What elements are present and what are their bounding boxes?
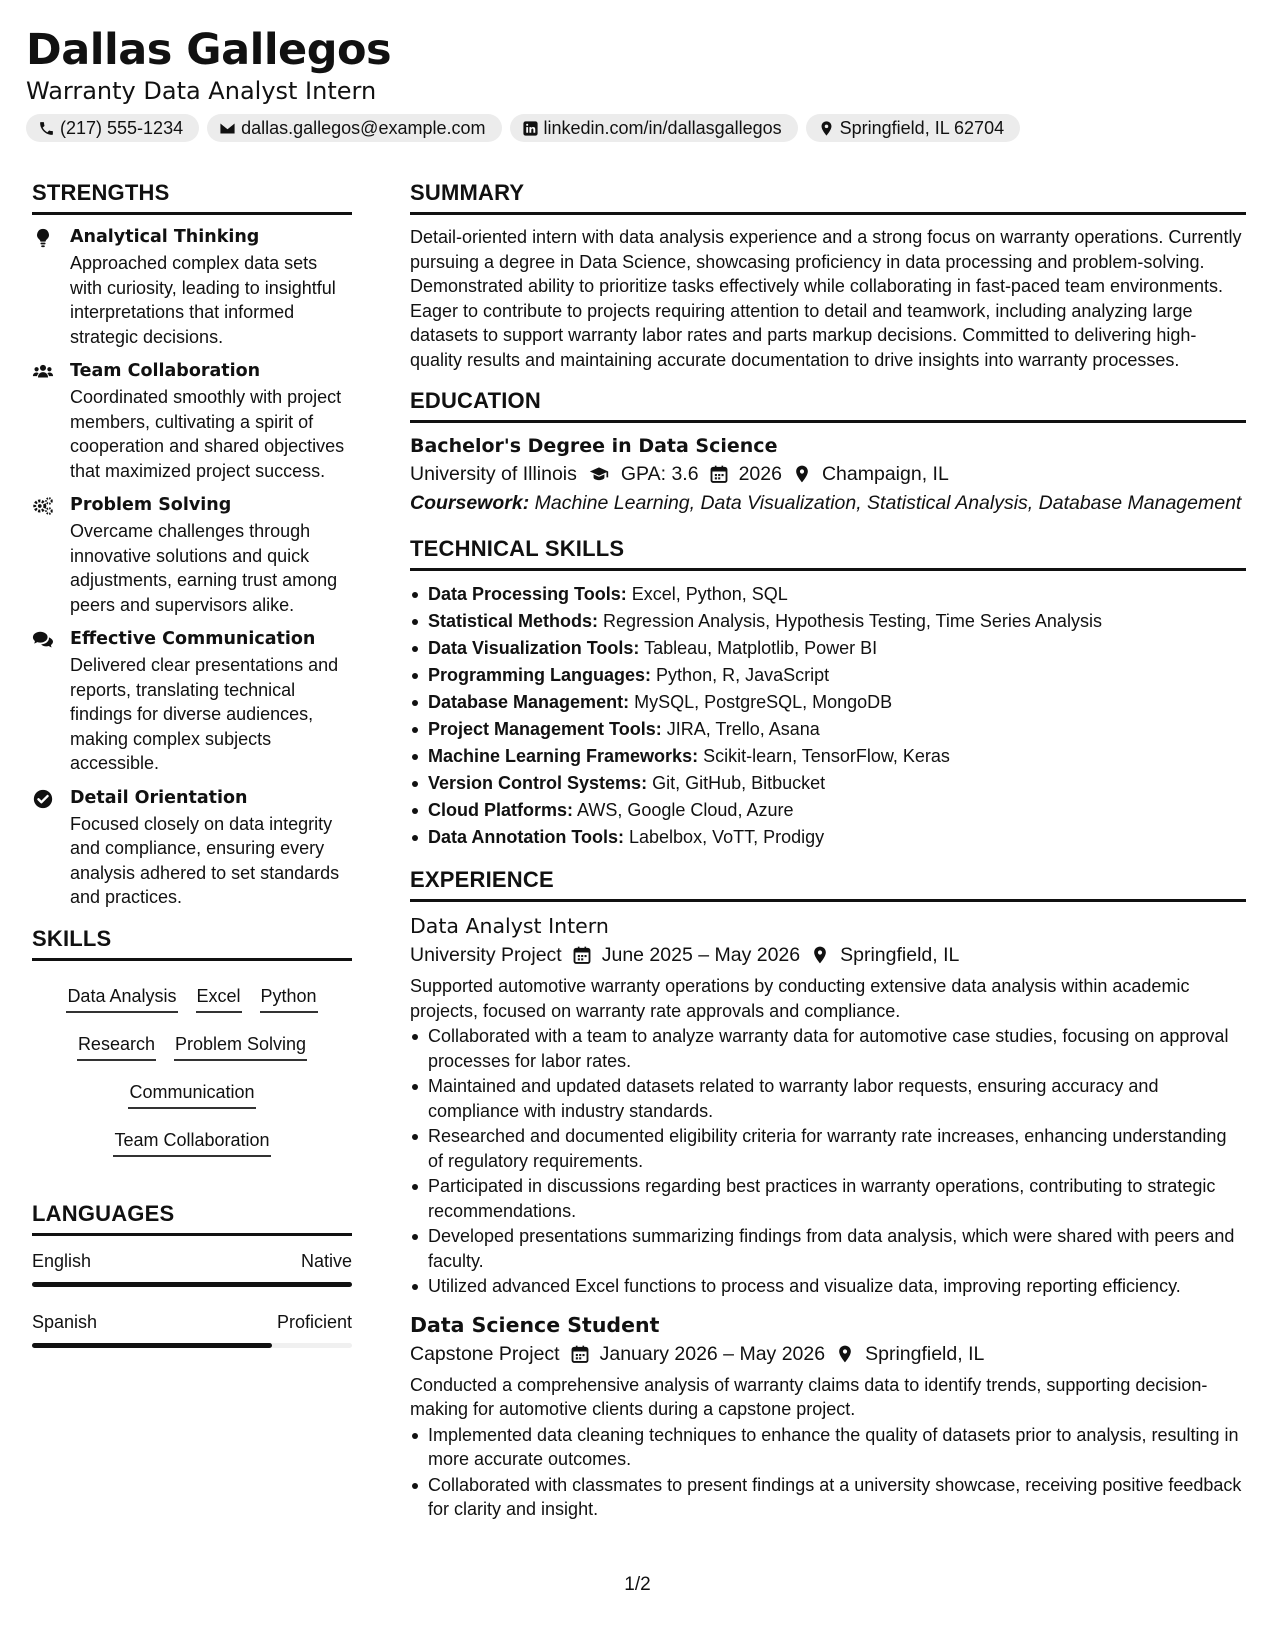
list-item: Implemented data cleaning techniques to enhance the quality of datasets prior to analysis, resulting in more accurate outcomes.	[410, 1423, 1246, 1472]
contact-location[interactable]	[806, 114, 1020, 142]
strengths-list	[32, 225, 352, 910]
strength-item	[32, 493, 352, 617]
location-text: Springfield, IL 62704	[839, 117, 1005, 138]
strength-item	[32, 627, 352, 776]
contact-linkedin[interactable]	[510, 114, 798, 142]
list-item	[410, 797, 1246, 824]
contact-phone[interactable]	[26, 114, 199, 142]
list-item: Utilized advanced Excel functions to process and visualize data, improving reporting efficiency.	[410, 1274, 1246, 1299]
strength-item	[32, 225, 352, 349]
list-item	[410, 743, 1246, 770]
job-location: Springfield, IL	[840, 944, 960, 966]
calendar-icon	[709, 464, 729, 484]
strength-description: Approached complex data sets with curiosity, leading to insightful interpretations that informed strategic decisions.	[70, 253, 336, 347]
page-number: 1/2	[624, 1574, 651, 1595]
lightbulb-icon	[32, 225, 70, 349]
strength-item	[32, 786, 352, 910]
chat-icon	[32, 627, 70, 776]
skill-tag: Python	[260, 983, 318, 1013]
right-column	[410, 178, 1246, 1534]
language-proficiency-fill	[32, 1282, 352, 1287]
job-dates: June 2025 – May 2026	[601, 944, 801, 966]
language-proficiency-bar	[32, 1282, 352, 1287]
calendar-icon	[572, 945, 592, 965]
languages-heading: LANGUAGES	[32, 1199, 352, 1236]
skill-values: Labelbox, VoTT, Prodigy	[629, 827, 825, 847]
list-item	[410, 689, 1246, 716]
candidate-title: Warranty Data Analyst Intern	[26, 77, 377, 105]
education-meta	[410, 459, 1246, 489]
map-pin-icon	[792, 464, 812, 484]
candidate-name: Dallas Gallegos	[26, 25, 392, 75]
email-text: dallas.gallegos@example.com	[241, 117, 486, 138]
resume-header	[26, 24, 1246, 142]
gpa: GPA: 3.6	[620, 463, 699, 485]
map-pin-icon	[810, 945, 830, 965]
technical-skills-list	[410, 581, 1246, 851]
education-location: Champaign, IL	[821, 463, 949, 485]
strength-description: Coordinated smoothly with project members, cultivating a spirit of cooperation and shared objectives that maximized project success.	[70, 387, 345, 481]
job-meta	[410, 1339, 1246, 1369]
experience-entry	[410, 1311, 1246, 1522]
summary-heading: SUMMARY	[410, 178, 1246, 215]
job-description: Conducted a comprehensive analysis of warranty claims data to identify trends, supporting decision-making for automotive clients during a capstone project.	[410, 1374, 1208, 1419]
experience-heading: EXPERIENCE	[410, 865, 1246, 902]
graduation-year: 2026	[738, 463, 782, 485]
list-item	[410, 608, 1246, 635]
job-location: Springfield, IL	[865, 1342, 985, 1365]
list-item	[410, 662, 1246, 689]
skill-values: Git, GitHub, Bitbucket	[652, 773, 826, 793]
skill-category: Version Control Systems:	[428, 773, 648, 793]
school-name: University of Illinois	[410, 463, 577, 485]
skill-category: Data Processing Tools:	[428, 584, 627, 604]
degree-title: Bachelor's Degree in Data Science	[410, 435, 778, 457]
skill-tag: Excel	[196, 983, 242, 1013]
skill-category: Programming Languages:	[428, 665, 652, 685]
left-column	[32, 178, 352, 1370]
skill-category: Database Management:	[428, 692, 630, 712]
users-icon	[32, 359, 70, 483]
list-item: Collaborated with classmates to present findings at a university showcase, receiving positive feedback for clarity and insight.	[410, 1473, 1246, 1522]
list-item	[410, 824, 1246, 851]
strength-title: Analytical Thinking	[70, 227, 260, 247]
skill-category: Cloud Platforms:	[428, 800, 574, 820]
list-item	[410, 716, 1246, 743]
language-level: Native	[300, 1250, 352, 1271]
skill-tag: Data Analysis	[66, 983, 177, 1013]
job-bullets	[410, 1423, 1246, 1522]
skills-heading: SKILLS	[32, 924, 352, 961]
job-title: Data Science Student	[410, 1312, 660, 1337]
skill-category: Project Management Tools:	[428, 719, 662, 739]
contact-email[interactable]	[207, 114, 501, 142]
job-organization: Capstone Project	[410, 1342, 560, 1365]
skill-values: Excel, Python, SQL	[631, 584, 788, 604]
strength-title: Effective Communication	[70, 629, 316, 649]
strength-description: Delivered clear presentations and reports, translating technical findings for diverse audiences, making complex subjects accessible.	[70, 655, 339, 773]
skill-values: Python, R, JavaScript	[656, 665, 830, 685]
skill-values: AWS, Google Cloud, Azure	[577, 800, 794, 820]
skill-category: Data Annotation Tools:	[428, 827, 624, 847]
phone-text: (217) 555-1234	[60, 117, 184, 138]
map-pin-icon	[835, 1344, 855, 1364]
phone-icon	[38, 120, 55, 137]
education-heading: EDUCATION	[410, 386, 1246, 423]
skill-tag: Communication	[128, 1079, 255, 1109]
strength-description: Focused closely on data integrity and compliance, ensuring every analysis adhered to set standards and practices.	[70, 813, 340, 907]
check-circle-icon	[32, 786, 70, 910]
list-item: Collaborated with a team to analyze warranty data for automotive case studies, focusing on approval processes for labor rates.	[410, 1024, 1246, 1073]
coursework-label: Coursework:	[410, 492, 530, 514]
languages-list	[32, 1248, 352, 1348]
skill-values: MySQL, PostgreSQL, MongoDB	[634, 692, 893, 712]
language-name: English	[32, 1250, 92, 1271]
skill-category: Data Visualization Tools:	[428, 638, 640, 658]
language-level: Proficient	[276, 1311, 352, 1332]
list-item: Participated in discussions regarding best practices in warranty operations, contributing to strategic recommendations.	[410, 1174, 1246, 1223]
strength-description: Overcame challenges through innovative solutions and quick adjustments, earning trust among peers and supervisors alike.	[70, 521, 338, 615]
job-bullets	[410, 1024, 1246, 1299]
linkedin-text: linkedin.com/in/dallasgallegos	[543, 117, 782, 138]
list-item: Researched and documented eligibility criteria for warranty rate increases, enhancing understanding of regulatory requirements.	[410, 1124, 1246, 1173]
job-organization: University Project	[410, 944, 562, 966]
map-pin-icon	[818, 120, 835, 137]
contact-bar	[26, 114, 1246, 142]
calendar-icon	[570, 1344, 590, 1364]
skill-values: Regression Analysis, Hypothesis Testing, Time Series Analysis	[603, 611, 1102, 631]
graduation-cap-icon	[587, 464, 611, 484]
linkedin-icon	[522, 120, 539, 137]
skill-tag: Research	[77, 1031, 156, 1061]
strengths-heading: STRENGTHS	[32, 178, 352, 215]
job-meta	[410, 940, 1246, 970]
strength-title: Problem Solving	[70, 495, 232, 515]
skill-values: JIRA, Trello, Asana	[666, 719, 820, 739]
envelope-icon	[219, 120, 236, 137]
language-name: Spanish	[32, 1311, 98, 1332]
list-item	[410, 581, 1246, 608]
skill-values: Scikit-learn, TensorFlow, Keras	[703, 746, 950, 766]
skill-tag: Problem Solving	[174, 1031, 307, 1061]
language-item	[32, 1309, 352, 1348]
technical-skills-heading: TECHNICAL SKILLS	[410, 534, 1246, 571]
skill-category: Machine Learning Frameworks:	[428, 746, 699, 766]
summary-text: Detail-oriented intern with data analysis experience and a strong focus on warranty operations. Currently pursuing a degree in Data Science, showcasing proficiency in data processing and problem-solving. Demonstrated ability to prioritize tasks effectively while collaborating in fast-paced team environments. Eager to contribute to projects requiring attention to detail and teamwork, including analyzing large datasets to support warranty labor rates and parts markup decisions. Committed to delivering high-quality results and maintaining accurate documentation to drive insights into warranty processes.	[410, 227, 1242, 370]
job-dates: January 2026 – May 2026	[599, 1342, 826, 1365]
job-title: Data Analyst Intern	[410, 914, 609, 938]
language-proficiency-fill	[32, 1343, 272, 1348]
strength-title: Team Collaboration	[70, 361, 261, 381]
skill-tag: Team Collaboration	[113, 1127, 270, 1157]
list-item: Maintained and updated datasets related to warranty labor requests, ensuring accuracy and compliance with industry standards.	[410, 1074, 1246, 1123]
coursework-list: Machine Learning, Data Visualization, Statistical Analysis, Database Management	[534, 492, 1242, 514]
strength-title: Detail Orientation	[70, 787, 248, 808]
gears-icon	[32, 493, 70, 617]
strength-item	[32, 359, 352, 483]
list-item	[410, 770, 1246, 797]
list-item: Developed presentations summarizing findings from data analysis, which were shared with peers and faculty.	[410, 1224, 1246, 1273]
skill-values: Tableau, Matplotlib, Power BI	[644, 638, 878, 658]
skill-category: Statistical Methods:	[428, 611, 599, 631]
list-item	[410, 635, 1246, 662]
skills-list	[32, 971, 352, 1169]
job-description: Supported automotive warranty operations by conducting extensive data analysis within academic projects, focused on warranty rate approvals and compliance.	[410, 976, 1190, 1021]
language-item	[32, 1248, 352, 1287]
experience-entry	[410, 912, 1246, 1299]
language-proficiency-bar	[32, 1343, 352, 1348]
coursework	[410, 491, 1246, 516]
